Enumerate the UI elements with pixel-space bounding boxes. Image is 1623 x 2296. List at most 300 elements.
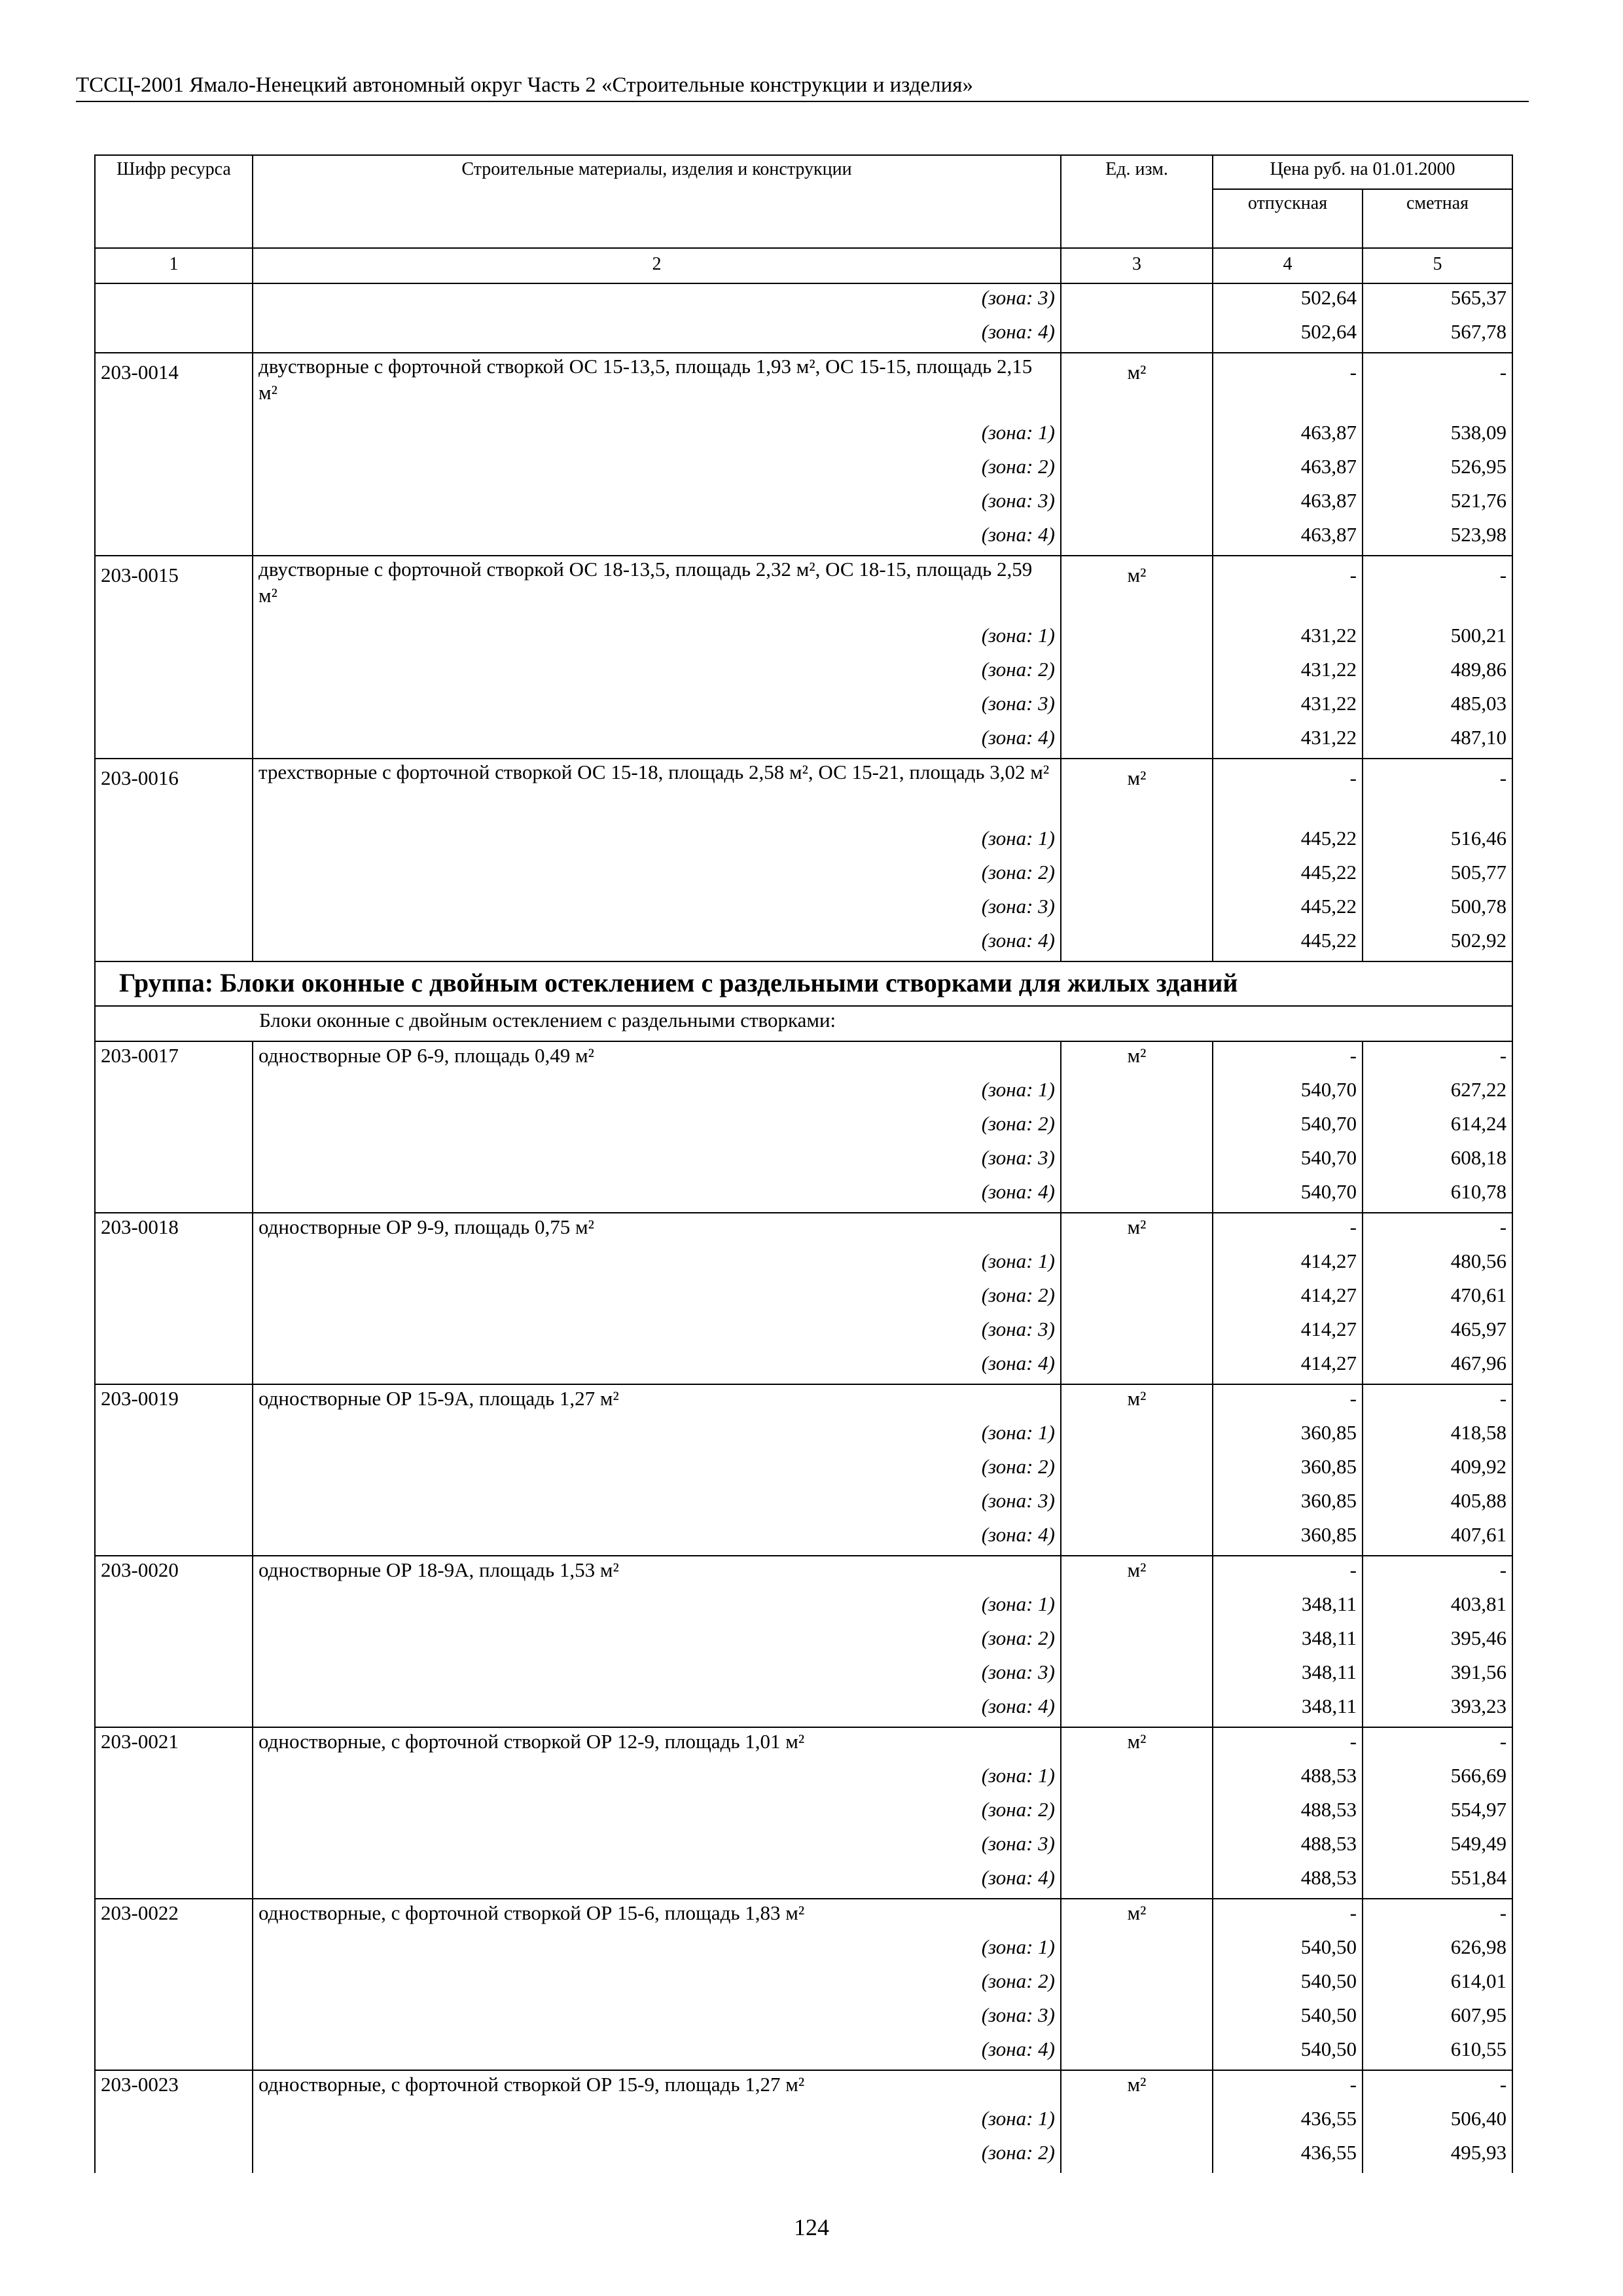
zone-row bbox=[95, 724, 1512, 759]
zone-row bbox=[95, 1590, 1512, 1624]
release-price: 414,27 bbox=[1213, 1350, 1363, 1384]
empty-unit-cell bbox=[1061, 1110, 1213, 1144]
empty-unit-cell bbox=[1061, 1864, 1213, 1899]
resource-code: 203-0018 bbox=[95, 1213, 253, 1247]
empty-code-cell bbox=[95, 2139, 253, 2173]
zone-row bbox=[95, 927, 1512, 961]
zone-row bbox=[95, 656, 1512, 690]
empty-unit-cell bbox=[1061, 1178, 1213, 1213]
column-header-price-group: Цена руб. на 01.01.2000 bbox=[1213, 155, 1512, 189]
zone-label: (зона: 3) bbox=[253, 690, 1061, 724]
estimate-price: 526,95 bbox=[1363, 453, 1512, 487]
column-header-estimate-price: сметная bbox=[1363, 189, 1512, 248]
empty-code-cell bbox=[95, 1693, 253, 1727]
empty-code-cell bbox=[95, 283, 253, 318]
resource-code: 203-0014 bbox=[95, 353, 253, 419]
empty-unit-cell bbox=[1061, 656, 1213, 690]
zone-label: (зона: 3) bbox=[253, 487, 1061, 521]
resource-code: 203-0019 bbox=[95, 1384, 253, 1419]
table-row bbox=[95, 2070, 1512, 2105]
empty-code-cell bbox=[95, 521, 253, 556]
empty-unit-cell bbox=[1061, 318, 1213, 353]
zone-label: (зона: 2) bbox=[253, 1624, 1061, 1659]
table-row bbox=[95, 1213, 1512, 1247]
estimate-price: - bbox=[1363, 1041, 1512, 1076]
release-price: 348,11 bbox=[1213, 1624, 1363, 1659]
item-name: одностворные ОР 15-9А, площадь 1,27 м² bbox=[253, 1384, 1061, 1419]
release-price: 431,22 bbox=[1213, 690, 1363, 724]
table-row bbox=[95, 1899, 1512, 1933]
zone-row bbox=[95, 2139, 1512, 2173]
empty-code-cell bbox=[95, 1624, 253, 1659]
release-price: 431,22 bbox=[1213, 622, 1363, 656]
zone-row bbox=[95, 1316, 1512, 1350]
estimate-price: 565,37 bbox=[1363, 283, 1512, 318]
zone-label: (зона: 3) bbox=[253, 1144, 1061, 1178]
empty-code-cell bbox=[95, 1282, 253, 1316]
zone-row bbox=[95, 893, 1512, 927]
empty-code-cell bbox=[95, 1864, 253, 1899]
estimate-price: 403,81 bbox=[1363, 1590, 1512, 1624]
release-price: 360,85 bbox=[1213, 1521, 1363, 1556]
release-price: 540,50 bbox=[1213, 2001, 1363, 2036]
item-name: двустворные с форточной створкой ОС 18-13,5, площадь 2,32 м², ОС 18-15, площадь 2,59 м² bbox=[253, 556, 1061, 622]
release-price: - bbox=[1213, 1727, 1363, 1762]
unit: м² bbox=[1061, 1556, 1213, 1590]
estimate-price: - bbox=[1363, 2070, 1512, 2105]
estimate-price: 391,56 bbox=[1363, 1659, 1512, 1693]
empty-unit-cell bbox=[1061, 2001, 1213, 2036]
estimate-price: 465,97 bbox=[1363, 1316, 1512, 1350]
zone-label: (зона: 3) bbox=[253, 1659, 1061, 1693]
empty-unit-cell bbox=[1061, 2139, 1213, 2173]
unit: м² bbox=[1061, 1727, 1213, 1762]
release-price: - bbox=[1213, 2070, 1363, 2105]
column-header-unit: Ед. изм. bbox=[1061, 155, 1213, 248]
item-name: одностворные, с форточной створкой ОР 12-9, площадь 1,01 м² bbox=[253, 1727, 1061, 1762]
release-price: 502,64 bbox=[1213, 283, 1363, 318]
release-price: 348,11 bbox=[1213, 1659, 1363, 1693]
unit: м² bbox=[1061, 1384, 1213, 1419]
estimate-price: - bbox=[1363, 1899, 1512, 1933]
item-name: одностворные ОР 9-9, площадь 0,75 м² bbox=[253, 1213, 1061, 1247]
empty-code-cell bbox=[95, 1316, 253, 1350]
table-row bbox=[95, 1727, 1512, 1762]
zone-label: (зона: 4) bbox=[253, 1521, 1061, 1556]
release-price: - bbox=[1213, 1384, 1363, 1419]
estimate-price: - bbox=[1363, 1384, 1512, 1419]
zone-row bbox=[95, 1624, 1512, 1659]
empty-unit-cell bbox=[1061, 1933, 1213, 1967]
empty-code-cell bbox=[95, 1247, 253, 1282]
estimate-price: - bbox=[1363, 1556, 1512, 1590]
release-price: 445,22 bbox=[1213, 927, 1363, 961]
release-price: 445,22 bbox=[1213, 893, 1363, 927]
estimate-price: 614,01 bbox=[1363, 1967, 1512, 2001]
empty-code-cell bbox=[95, 1967, 253, 2001]
zone-label: (зона: 1) bbox=[253, 1247, 1061, 1282]
zone-label: (зона: 2) bbox=[253, 1967, 1061, 2001]
group-subheading: Блоки оконные с двойным остеклением с раздельными створками: bbox=[95, 1006, 1512, 1041]
release-price: 348,11 bbox=[1213, 1590, 1363, 1624]
release-price: - bbox=[1213, 556, 1363, 622]
empty-unit-cell bbox=[1061, 487, 1213, 521]
estimate-price: 409,92 bbox=[1363, 1453, 1512, 1487]
estimate-price: 489,86 bbox=[1363, 656, 1512, 690]
zone-row bbox=[95, 1419, 1512, 1453]
estimate-price: 608,18 bbox=[1363, 1144, 1512, 1178]
item-name: одностворные, с форточной створкой ОР 15-6, площадь 1,83 м² bbox=[253, 1899, 1061, 1933]
item-name: одностворные ОР 6-9, площадь 0,49 м² bbox=[253, 1041, 1061, 1076]
estimate-price: 523,98 bbox=[1363, 521, 1512, 556]
release-price: 463,87 bbox=[1213, 521, 1363, 556]
column-number-5: 5 bbox=[1363, 248, 1512, 283]
zone-row bbox=[95, 1659, 1512, 1693]
release-price: 445,22 bbox=[1213, 825, 1363, 859]
zone-row bbox=[95, 318, 1512, 353]
estimate-price: 614,24 bbox=[1363, 1110, 1512, 1144]
empty-code-cell bbox=[95, 825, 253, 859]
zone-label: (зона: 2) bbox=[253, 656, 1061, 690]
unit: м² bbox=[1061, 1041, 1213, 1076]
empty-code-cell bbox=[95, 1144, 253, 1178]
release-price: 414,27 bbox=[1213, 1316, 1363, 1350]
resource-code: 203-0017 bbox=[95, 1041, 253, 1076]
estimate-price: 567,78 bbox=[1363, 318, 1512, 353]
empty-unit-cell bbox=[1061, 1590, 1213, 1624]
estimate-price: 607,95 bbox=[1363, 2001, 1512, 2036]
release-price: 431,22 bbox=[1213, 656, 1363, 690]
zone-label: (зона: 4) bbox=[253, 318, 1061, 353]
empty-unit-cell bbox=[1061, 1419, 1213, 1453]
zone-label: (зона: 1) bbox=[253, 1762, 1061, 1796]
zone-row bbox=[95, 419, 1512, 453]
empty-code-cell bbox=[95, 1350, 253, 1384]
estimate-price: 485,03 bbox=[1363, 690, 1512, 724]
estimate-price: 554,97 bbox=[1363, 1796, 1512, 1830]
table-row bbox=[95, 759, 1512, 825]
estimate-price: 500,21 bbox=[1363, 622, 1512, 656]
estimate-price: 407,61 bbox=[1363, 1521, 1512, 1556]
zone-label: (зона: 1) bbox=[253, 622, 1061, 656]
estimate-price: 610,78 bbox=[1363, 1178, 1512, 1213]
zone-label: (зона: 1) bbox=[253, 2105, 1061, 2139]
empty-code-cell bbox=[95, 1762, 253, 1796]
empty-code-cell bbox=[95, 2036, 253, 2070]
page-number: 124 bbox=[794, 2214, 829, 2240]
empty-unit-cell bbox=[1061, 419, 1213, 453]
column-header-release-price: отпускная bbox=[1213, 189, 1363, 248]
zone-label: (зона: 1) bbox=[253, 825, 1061, 859]
zone-row bbox=[95, 1521, 1512, 1556]
release-price: 540,70 bbox=[1213, 1178, 1363, 1213]
empty-code-cell bbox=[95, 1830, 253, 1864]
zone-row bbox=[95, 1110, 1512, 1144]
estimate-price: 610,55 bbox=[1363, 2036, 1512, 2070]
estimate-price: 487,10 bbox=[1363, 724, 1512, 759]
empty-code-cell bbox=[95, 1590, 253, 1624]
estimate-price: - bbox=[1363, 1213, 1512, 1247]
zone-label: (зона: 4) bbox=[253, 2036, 1061, 2070]
zone-label: (зона: 4) bbox=[253, 1350, 1061, 1384]
estimate-price: 549,49 bbox=[1363, 1830, 1512, 1864]
zone-row bbox=[95, 521, 1512, 556]
zone-label: (зона: 3) bbox=[253, 1316, 1061, 1350]
resource-code: 203-0022 bbox=[95, 1899, 253, 1933]
estimate-price: 470,61 bbox=[1363, 1282, 1512, 1316]
estimate-price: 500,78 bbox=[1363, 893, 1512, 927]
empty-unit-cell bbox=[1061, 1076, 1213, 1110]
empty-unit-cell bbox=[1061, 1144, 1213, 1178]
zone-row bbox=[95, 1796, 1512, 1830]
release-price: 414,27 bbox=[1213, 1247, 1363, 1282]
empty-code-cell bbox=[95, 1933, 253, 1967]
release-price: 502,64 bbox=[1213, 318, 1363, 353]
estimate-price: 405,88 bbox=[1363, 1487, 1512, 1521]
empty-code-cell bbox=[95, 1453, 253, 1487]
release-price: 540,70 bbox=[1213, 1110, 1363, 1144]
release-price: 540,50 bbox=[1213, 2036, 1363, 2070]
zone-label: (зона: 4) bbox=[253, 724, 1061, 759]
empty-code-cell bbox=[95, 1419, 253, 1453]
empty-unit-cell bbox=[1061, 1762, 1213, 1796]
empty-unit-cell bbox=[1061, 1967, 1213, 2001]
empty-unit-cell bbox=[1061, 1624, 1213, 1659]
item-name: одностворные ОР 18-9А, площадь 1,53 м² bbox=[253, 1556, 1061, 1590]
unit: м² bbox=[1061, 759, 1213, 825]
release-price: 540,70 bbox=[1213, 1144, 1363, 1178]
zone-row bbox=[95, 1247, 1512, 1282]
zone-row bbox=[95, 690, 1512, 724]
empty-code-cell bbox=[95, 893, 253, 927]
empty-unit-cell bbox=[1061, 724, 1213, 759]
price-table bbox=[94, 154, 1513, 2173]
zone-label: (зона: 1) bbox=[253, 1933, 1061, 1967]
release-price: - bbox=[1213, 353, 1363, 419]
empty-unit-cell bbox=[1061, 1487, 1213, 1521]
release-price: 414,27 bbox=[1213, 1282, 1363, 1316]
zone-row bbox=[95, 487, 1512, 521]
estimate-price: 393,23 bbox=[1363, 1693, 1512, 1727]
table-row bbox=[95, 353, 1512, 419]
release-price: 463,87 bbox=[1213, 419, 1363, 453]
empty-code-cell bbox=[95, 927, 253, 961]
estimate-price: 495,93 bbox=[1363, 2139, 1512, 2173]
zone-label: (зона: 3) bbox=[253, 2001, 1061, 2036]
estimate-price: 467,96 bbox=[1363, 1350, 1512, 1384]
zone-row bbox=[95, 1350, 1512, 1384]
release-price: 540,70 bbox=[1213, 1076, 1363, 1110]
empty-code-cell bbox=[95, 453, 253, 487]
estimate-price: - bbox=[1363, 759, 1512, 825]
release-price: 436,55 bbox=[1213, 2139, 1363, 2173]
zone-label: (зона: 2) bbox=[253, 1796, 1061, 1830]
continued-rows bbox=[95, 283, 1512, 353]
estimate-price: - bbox=[1363, 556, 1512, 622]
empty-unit-cell bbox=[1061, 1693, 1213, 1727]
column-header-code: Шифр ресурса bbox=[95, 155, 253, 248]
zone-row bbox=[95, 1864, 1512, 1899]
group-title: Группа: Блоки оконные с двойным остеклением с раздельными створками для жилых зданий bbox=[95, 961, 1512, 1006]
empty-code-cell bbox=[95, 622, 253, 656]
release-price: 360,85 bbox=[1213, 1487, 1363, 1521]
zone-label: (зона: 4) bbox=[253, 1693, 1061, 1727]
zone-label: (зона: 3) bbox=[253, 1487, 1061, 1521]
empty-unit-cell bbox=[1061, 283, 1213, 318]
release-price: - bbox=[1213, 1899, 1363, 1933]
resource-code: 203-0020 bbox=[95, 1556, 253, 1590]
release-price: 488,53 bbox=[1213, 1762, 1363, 1796]
empty-unit-cell bbox=[1061, 1796, 1213, 1830]
column-number-2: 2 bbox=[253, 248, 1061, 283]
zone-label: (зона: 3) bbox=[253, 283, 1061, 318]
zone-label: (зона: 4) bbox=[253, 1864, 1061, 1899]
zone-label: (зона: 4) bbox=[253, 1178, 1061, 1213]
zone-row bbox=[95, 1178, 1512, 1213]
estimate-price: 566,69 bbox=[1363, 1762, 1512, 1796]
zone-row bbox=[95, 1933, 1512, 1967]
zone-row bbox=[95, 1144, 1512, 1178]
release-price: 360,85 bbox=[1213, 1453, 1363, 1487]
estimate-price: 551,84 bbox=[1363, 1864, 1512, 1899]
estimate-price: 418,58 bbox=[1363, 1419, 1512, 1453]
item-rows-b bbox=[95, 1041, 1512, 2173]
table-row bbox=[95, 1041, 1512, 1076]
estimate-price: - bbox=[1363, 353, 1512, 419]
estimate-price: 505,77 bbox=[1363, 859, 1512, 893]
column-number-4: 4 bbox=[1213, 248, 1363, 283]
table-row bbox=[95, 1556, 1512, 1590]
zone-row bbox=[95, 859, 1512, 893]
unit: м² bbox=[1061, 2070, 1213, 2105]
zone-row bbox=[95, 1830, 1512, 1864]
estimate-price: 627,22 bbox=[1363, 1076, 1512, 1110]
zone-label: (зона: 1) bbox=[253, 1419, 1061, 1453]
resource-code: 203-0023 bbox=[95, 2070, 253, 2105]
estimate-price: 516,46 bbox=[1363, 825, 1512, 859]
empty-code-cell bbox=[95, 1796, 253, 1830]
group-section bbox=[95, 961, 1512, 1041]
empty-unit-cell bbox=[1061, 453, 1213, 487]
zone-row bbox=[95, 1967, 1512, 2001]
zone-row bbox=[95, 2105, 1512, 2139]
release-price: 463,87 bbox=[1213, 487, 1363, 521]
empty-unit-cell bbox=[1061, 1521, 1213, 1556]
unit: м² bbox=[1061, 1899, 1213, 1933]
empty-unit-cell bbox=[1061, 1659, 1213, 1693]
zone-row bbox=[95, 1762, 1512, 1796]
zone-row bbox=[95, 1693, 1512, 1727]
zone-label: (зона: 2) bbox=[253, 1110, 1061, 1144]
release-price: - bbox=[1213, 1213, 1363, 1247]
estimate-price: 502,92 bbox=[1363, 927, 1512, 961]
empty-code-cell bbox=[95, 724, 253, 759]
empty-code-cell bbox=[95, 1487, 253, 1521]
zone-label: (зона: 1) bbox=[253, 1590, 1061, 1624]
release-price: 445,22 bbox=[1213, 859, 1363, 893]
empty-unit-cell bbox=[1061, 690, 1213, 724]
empty-unit-cell bbox=[1061, 2105, 1213, 2139]
empty-code-cell bbox=[95, 690, 253, 724]
unit: м² bbox=[1061, 353, 1213, 419]
zone-label: (зона: 2) bbox=[253, 1453, 1061, 1487]
estimate-price: 506,40 bbox=[1363, 2105, 1512, 2139]
release-price: 488,53 bbox=[1213, 1864, 1363, 1899]
estimate-price: 626,98 bbox=[1363, 1933, 1512, 1967]
release-price: 348,11 bbox=[1213, 1693, 1363, 1727]
empty-code-cell bbox=[95, 656, 253, 690]
empty-code-cell bbox=[95, 2105, 253, 2139]
estimate-price: 538,09 bbox=[1363, 419, 1512, 453]
zone-row bbox=[95, 1487, 1512, 1521]
empty-unit-cell bbox=[1061, 1282, 1213, 1316]
empty-unit-cell bbox=[1061, 927, 1213, 961]
zone-row bbox=[95, 622, 1512, 656]
table-header bbox=[95, 155, 1512, 283]
estimate-price: 521,76 bbox=[1363, 487, 1512, 521]
item-name: двустворные с форточной створкой ОС 15-13,5, площадь 1,93 м², ОС 15-15, площадь 2,15 м² bbox=[253, 353, 1061, 419]
zone-label: (зона: 3) bbox=[253, 1830, 1061, 1864]
empty-unit-cell bbox=[1061, 1453, 1213, 1487]
zone-row bbox=[95, 283, 1512, 318]
empty-unit-cell bbox=[1061, 893, 1213, 927]
zone-label: (зона: 3) bbox=[253, 893, 1061, 927]
table-row bbox=[95, 556, 1512, 622]
empty-code-cell bbox=[95, 1659, 253, 1693]
empty-unit-cell bbox=[1061, 521, 1213, 556]
zone-label: (зона: 2) bbox=[253, 2139, 1061, 2173]
zone-row bbox=[95, 1453, 1512, 1487]
zone-label: (зона: 2) bbox=[253, 859, 1061, 893]
empty-unit-cell bbox=[1061, 859, 1213, 893]
empty-unit-cell bbox=[1061, 622, 1213, 656]
zone-label: (зона: 1) bbox=[253, 1076, 1061, 1110]
release-price: 360,85 bbox=[1213, 1419, 1363, 1453]
zone-row bbox=[95, 2036, 1512, 2070]
release-price: 540,50 bbox=[1213, 1933, 1363, 1967]
column-number-1: 1 bbox=[95, 248, 253, 283]
resource-code: 203-0021 bbox=[95, 1727, 253, 1762]
column-number-3: 3 bbox=[1061, 248, 1213, 283]
empty-code-cell bbox=[95, 2001, 253, 2036]
unit: м² bbox=[1061, 556, 1213, 622]
column-header-name: Строительные материалы, изделия и конструкции bbox=[253, 155, 1061, 248]
resource-code: 203-0016 bbox=[95, 759, 253, 825]
release-price: - bbox=[1213, 1556, 1363, 1590]
empty-unit-cell bbox=[1061, 1830, 1213, 1864]
empty-code-cell bbox=[95, 487, 253, 521]
table-row bbox=[95, 1384, 1512, 1419]
empty-code-cell bbox=[95, 1110, 253, 1144]
release-price: - bbox=[1213, 1041, 1363, 1076]
empty-unit-cell bbox=[1061, 1316, 1213, 1350]
unit: м² bbox=[1061, 1213, 1213, 1247]
item-name: одностворные, с форточной створкой ОР 15-9, площадь 1,27 м² bbox=[253, 2070, 1061, 2105]
release-price: 463,87 bbox=[1213, 453, 1363, 487]
estimate-price: - bbox=[1363, 1727, 1512, 1762]
resource-code: 203-0015 bbox=[95, 556, 253, 622]
zone-label: (зона: 4) bbox=[253, 927, 1061, 961]
zone-row bbox=[95, 1282, 1512, 1316]
empty-unit-cell bbox=[1061, 1247, 1213, 1282]
release-price: 540,50 bbox=[1213, 1967, 1363, 2001]
empty-code-cell bbox=[95, 1076, 253, 1110]
empty-code-cell bbox=[95, 859, 253, 893]
empty-code-cell bbox=[95, 1521, 253, 1556]
zone-row bbox=[95, 825, 1512, 859]
zone-row bbox=[95, 1076, 1512, 1110]
estimate-price: 395,46 bbox=[1363, 1624, 1512, 1659]
